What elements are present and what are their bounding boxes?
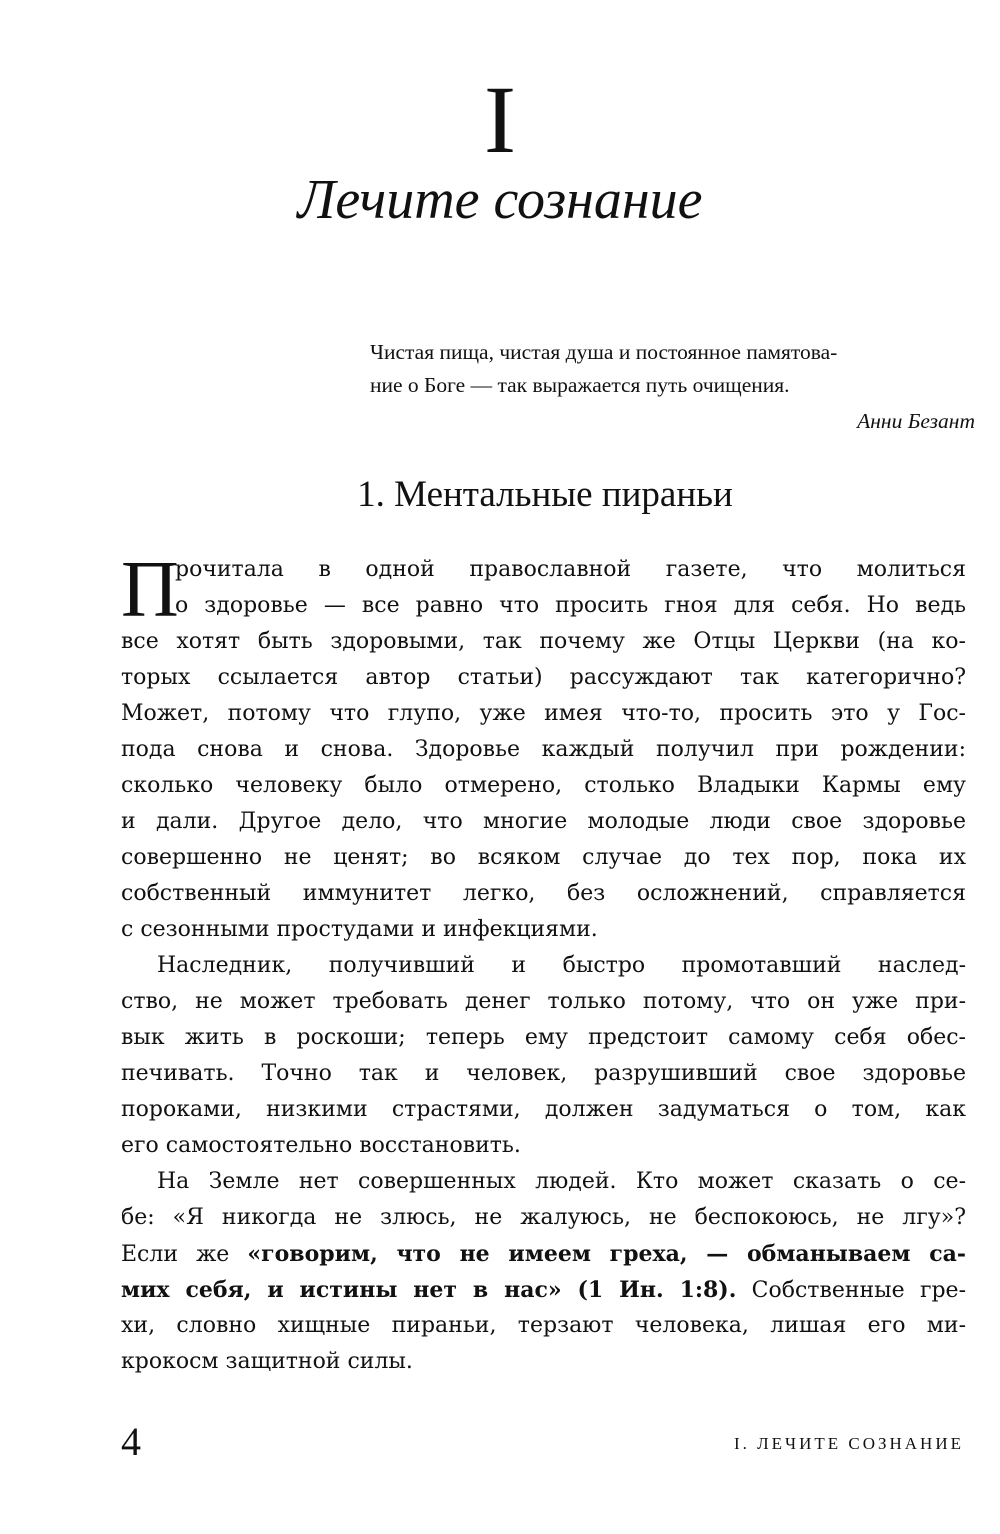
text-line: пода снова и снова. Здоровье каждый получил при рождении: [121,737,966,762]
bible-quote: «говорим, что не имеем греха, — обманываем са- [247,1241,966,1267]
section-title: 1. Ментальные пираньи [357,474,733,515]
epigraph-line: Чистая пища, чистая душа и постоянное памятова- [370,340,838,364]
text-line: Наследник, получивший и быстро промотавший наслед- [157,953,966,978]
bible-quote: мих себя, и истины нет в нас» (1 Ин. 1:8). [121,1277,737,1303]
running-head: I. ЛЕЧИТЕ СОЗНАНИЕ [733,1434,964,1453]
text-line: пороками, низкими страстями, должен задуматься о том, как [121,1097,966,1122]
text-line: вык жить в роскоши; теперь ему предстоит самому себя обес- [121,1025,966,1050]
text-line: и дали. Другое дело, что многие молодые люди свое здоровье [121,809,966,834]
text-line [121,1272,966,1308]
text-line: сколько человеку было отмерено, столько Владыки Кармы ему [121,773,966,798]
text-line: собственный иммунитет легко, без осложнений, справляется [121,881,966,906]
epigraph-author: Анни Безант [857,409,975,433]
text-line: крокосм защитной силы. [121,1349,413,1374]
text-line: о здоровье — все равно что просить гноя для себя. Но ведь [175,593,966,618]
text-line: все хотят быть здоровыми, так почему же Отцы Церкви (на ко- [121,629,966,654]
text-fragment: Собственные гре- [736,1278,967,1303]
text-line: бе: «Я никогда не злюсь, не жалуюсь, не беспокоюсь, не лгу»? [121,1205,966,1230]
drop-cap: П [121,546,179,634]
text-line: с сезонными простудами и инфекциями. [121,917,598,942]
chapter-title: Лечите сознание [297,169,703,231]
page-number: 4 [121,1419,141,1464]
text-line: совершенно не ценят; во всяком случае до тех пор, пока их [121,845,966,870]
text-line [121,1236,966,1272]
text-line: рочитала в одной православной газете, что молиться [175,557,966,582]
epigraph-line: ние о Боге — так выражается путь очищения. [370,373,790,397]
epigraph [370,336,975,438]
text-line: его самостоятельно восстановить. [121,1133,521,1158]
text-line: Может, потому что глупо, уже имея что-то, просить это у Гос- [121,701,966,726]
text-fragment: Если же [121,1242,248,1267]
text-line: ство, не может требовать денег только потому, что он уже при- [121,989,966,1014]
text-line: На Земле нет совершенных людей. Кто может сказать о се- [157,1169,966,1194]
chapter-number: I [484,66,516,173]
text-line: хи, словно хищные пираньи, терзают человека, лишая его ми- [121,1313,966,1338]
text-line: торых ссылается автор статьи) рассуждают так категорично? [121,665,966,690]
text-line: печивать. Точно так и человек, разрушивший свое здоровье [121,1061,966,1086]
body-text [121,546,967,1380]
